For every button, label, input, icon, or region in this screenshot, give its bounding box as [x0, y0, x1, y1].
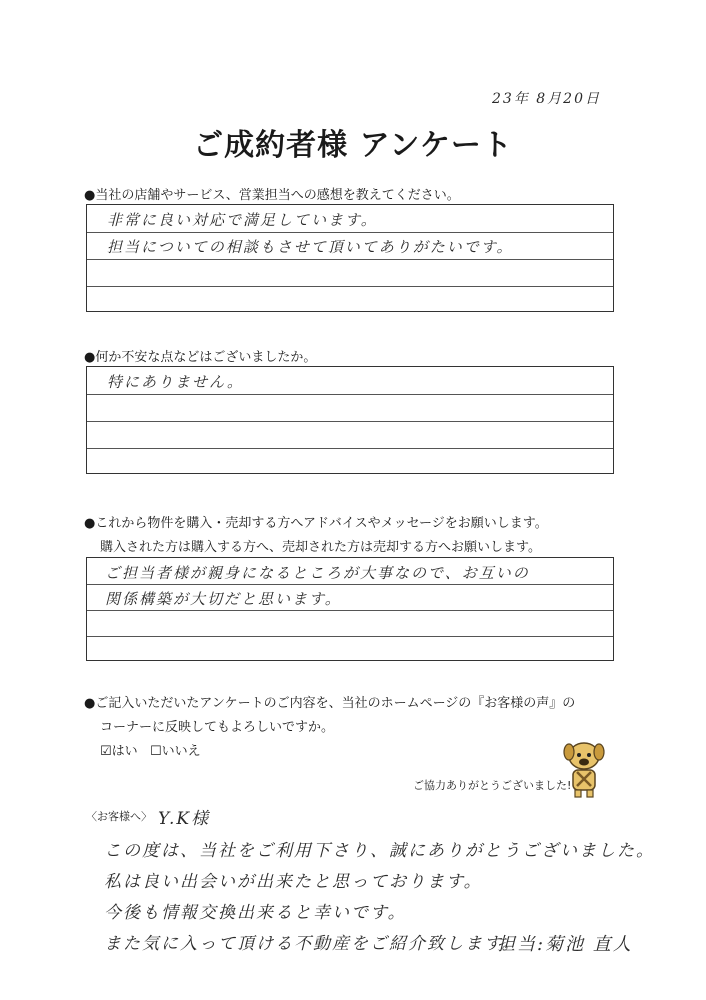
question-advice: ●これから物件を購入・売却する方へアドバイスやメッセージをお願いします。 [84, 516, 548, 531]
option-yes-label: はい [111, 744, 138, 759]
question-concerns: ●何か不安な点などはございましたか。 [84, 350, 317, 365]
checked-box-icon: ☑ [100, 744, 112, 759]
empty-box-icon: ☐ [150, 744, 162, 759]
message-line-4: また気に入って頂ける不動産をご紹介致します。 [104, 934, 521, 954]
staff-signature: 担当:菊池 直人 [497, 934, 633, 955]
thanks-message: ご協力ありがとうございました! [413, 779, 572, 792]
answer-line-2: 担当についての相談もさせて頂いてありがたいです。 [107, 238, 514, 256]
customer-label: 〈お客様へ〉 [86, 810, 152, 823]
answer-box-concerns [86, 366, 614, 474]
message-line-2: 私は良い出会いが出来たと思っております。 [104, 872, 483, 892]
answer-box-advice [86, 557, 614, 661]
question-advice-note: 購入された方は購入する方へ、売却された方は売却する方へお願いします。 [100, 540, 541, 555]
question-publish-note: コーナーに反映してもよろしいですか。 [100, 720, 335, 735]
customer-name: Y.K様 [158, 809, 211, 829]
option-no-label: いいえ [161, 744, 201, 759]
page-title: ご成約者様 アンケート [193, 128, 513, 163]
message-line-1: この度は、当社をご利用下さり、誠にありがとうございました。 [104, 841, 655, 861]
answer-line-1: 非常に良い対応で満足しています。 [107, 211, 378, 229]
option-yes[interactable] [100, 740, 138, 759]
answer-line-1: ご担当者様が親身になるところが大事なので、お互いの [105, 564, 530, 582]
option-no[interactable] [150, 740, 201, 759]
answer-box-impressions [86, 204, 614, 312]
answer-line-2: 関係構築が大切だと思います。 [105, 590, 342, 608]
message-line-3: 今後も情報交換出来ると幸いです。 [104, 903, 407, 923]
answer-line-1: 特にありません。 [107, 373, 244, 391]
survey-date: 23年 8月20日 [492, 91, 601, 107]
question-impressions: ●当社の店舗やサービス、営業担当への感想を教えてください。 [84, 188, 460, 203]
question-publish: ●ご記入いただいたアンケートのご内容を、当社のホームページの『お客様の声』の [84, 696, 576, 711]
